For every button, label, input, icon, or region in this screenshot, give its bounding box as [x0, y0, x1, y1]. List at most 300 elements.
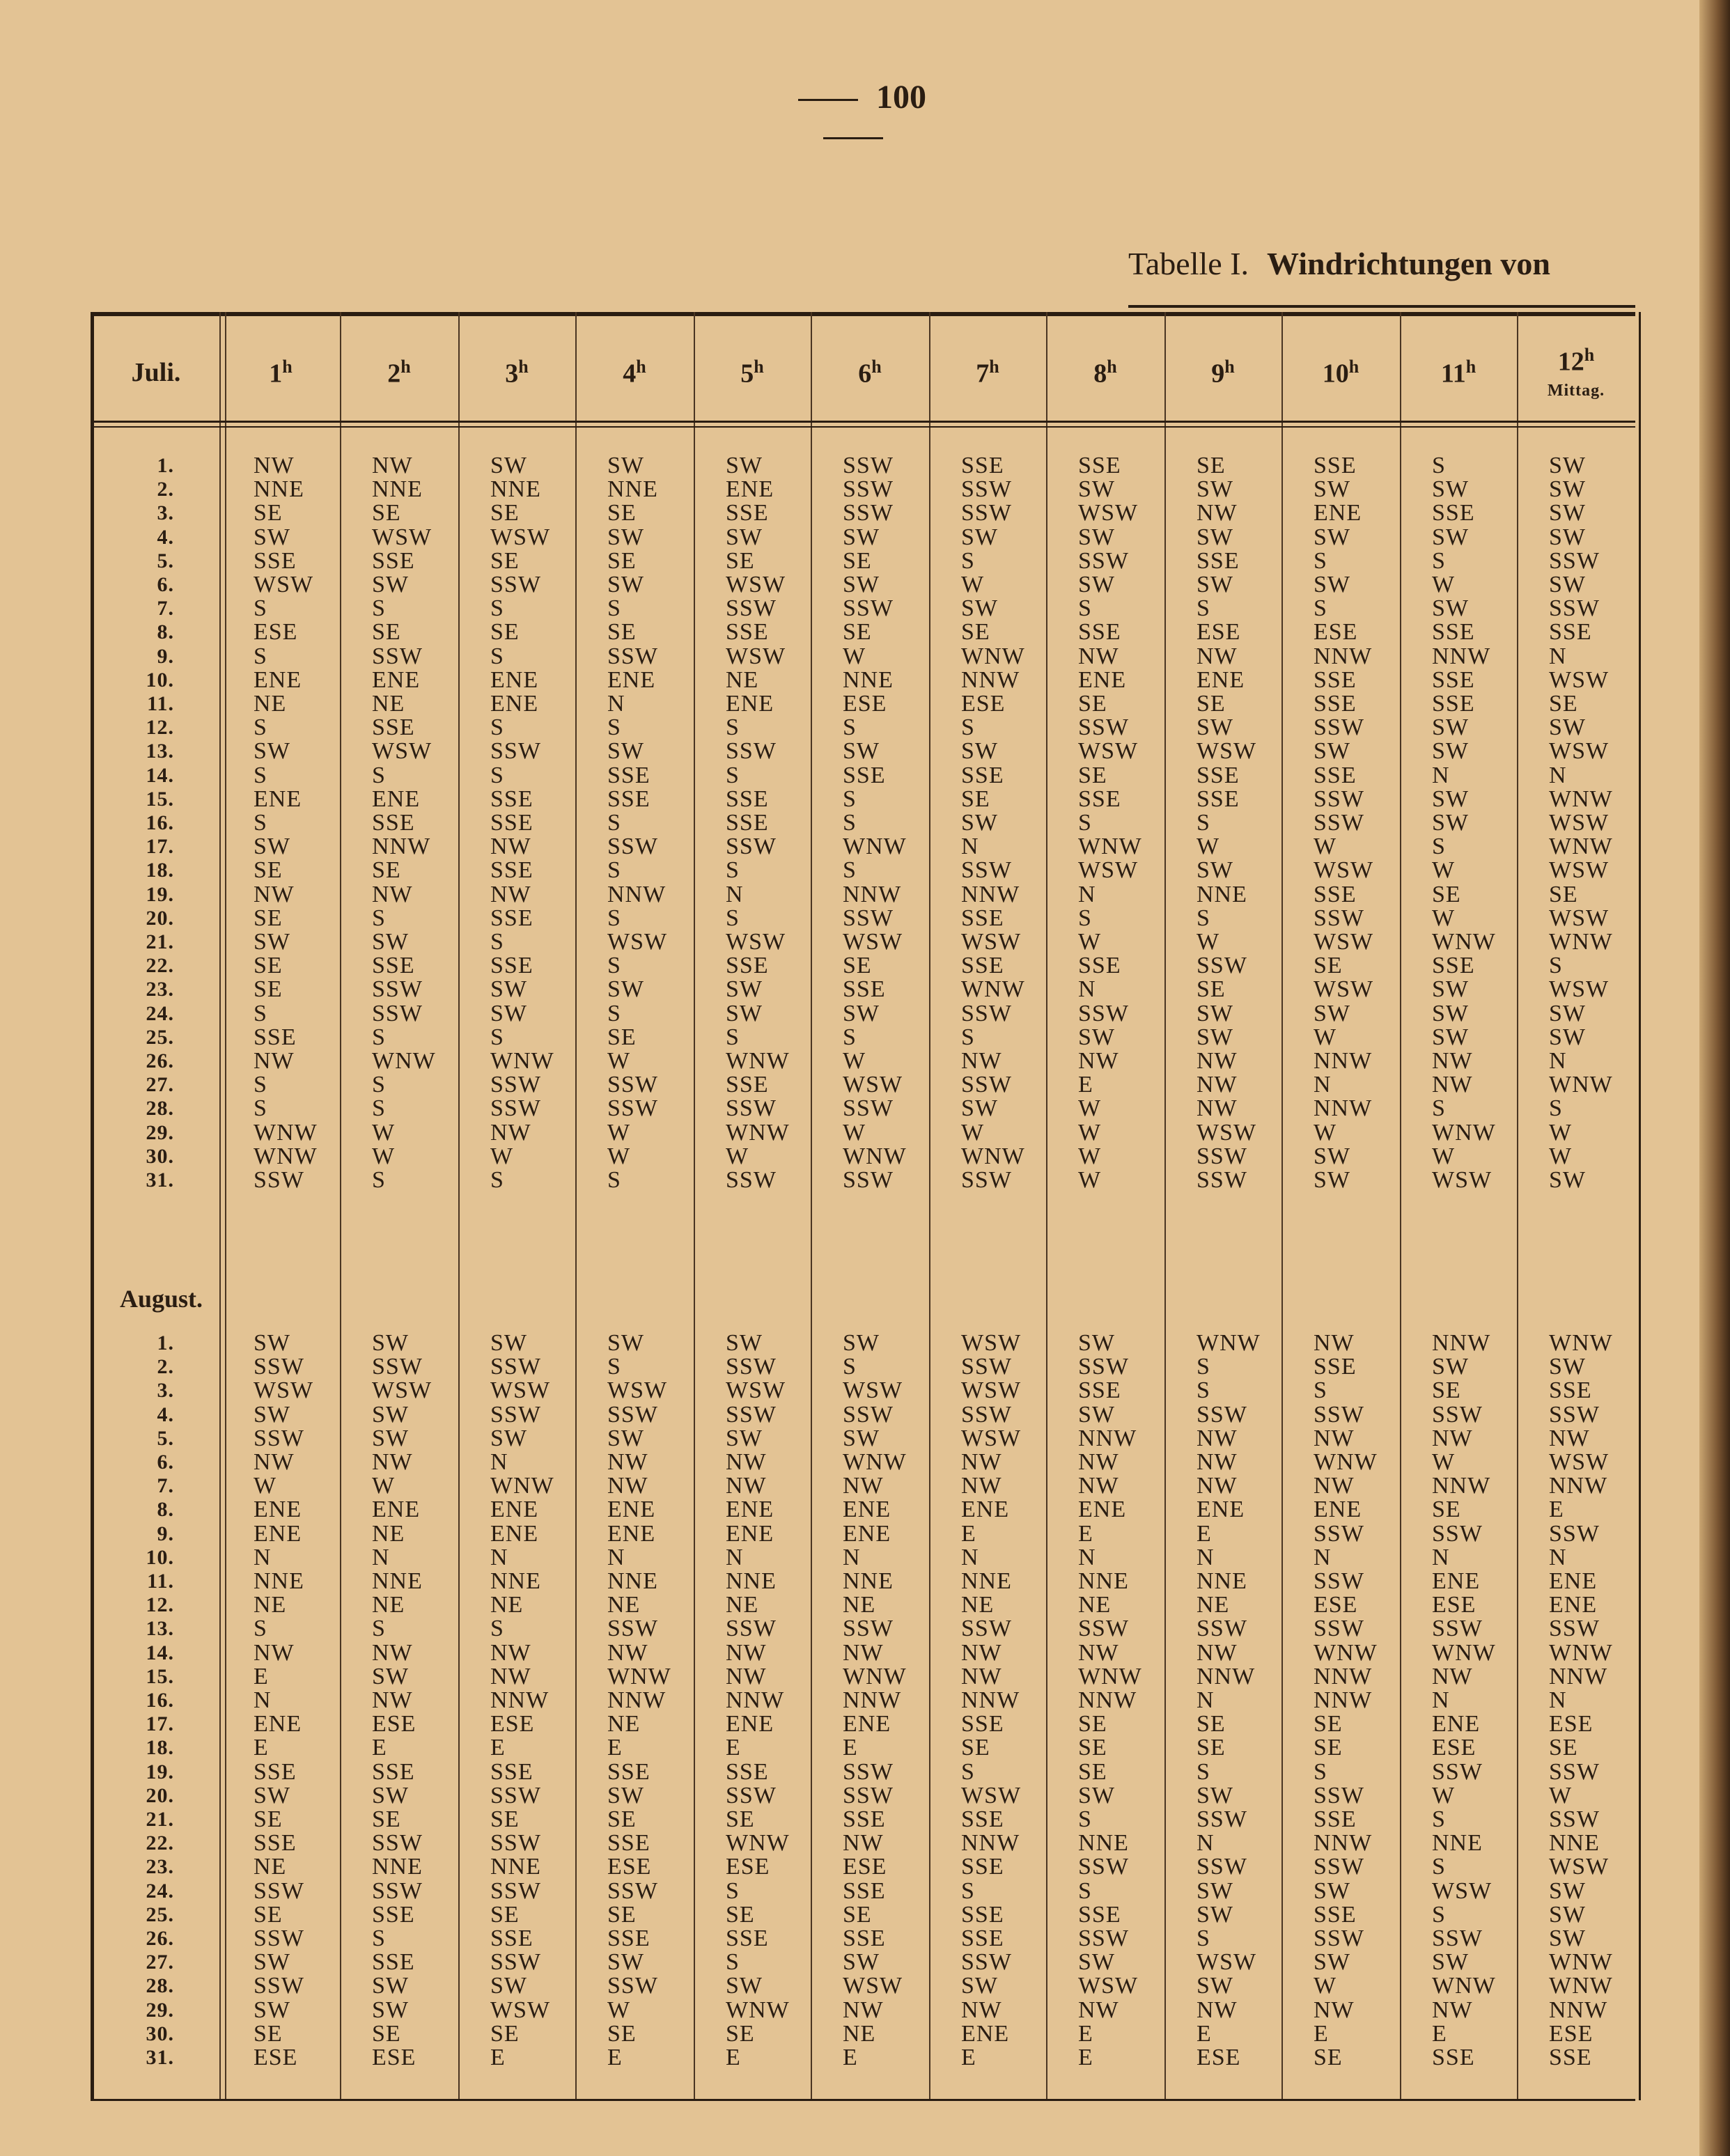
wind-direction-cell: SW — [1197, 476, 1233, 502]
wind-direction-cell: SSW — [726, 1167, 777, 1193]
wind-direction-cell: NW — [1314, 1473, 1355, 1499]
header-hour-3 — [458, 327, 575, 418]
wind-direction-cell: SW — [254, 1949, 290, 1975]
wind-direction-cell: SSW — [961, 1354, 1012, 1380]
wind-direction-cell: NNW — [1432, 1473, 1491, 1499]
wind-direction-cell: SSE — [961, 763, 1004, 788]
wind-direction-cell: S — [372, 905, 386, 931]
wind-direction-cell: SSW — [843, 1759, 894, 1785]
wind-direction-cell: SW — [1078, 1402, 1115, 1428]
wind-direction-cell: SE — [1197, 1735, 1226, 1760]
wind-direction-cell: ENE — [1078, 667, 1127, 693]
wind-direction-cell: SE — [490, 619, 520, 645]
wind-direction-cell: SSE — [1432, 953, 1475, 978]
wind-direction-cell: SSE — [1197, 763, 1240, 788]
wind-direction-cell: NW — [1197, 1095, 1238, 1121]
wind-direction-cell: NNE — [607, 1568, 658, 1594]
wind-direction-cell: SSE — [961, 953, 1004, 978]
header-hour-label: 5$^h$ — [740, 356, 764, 389]
wind-direction-cell: WSW — [961, 1783, 1022, 1809]
wind-direction-cell: SSW — [726, 595, 777, 621]
wind-direction-cell: SSW — [1314, 1783, 1364, 1809]
wind-direction-cell: SE — [607, 548, 637, 574]
wind-direction-cell: WSW — [1549, 1449, 1610, 1475]
wind-direction-cell: NE — [1078, 1592, 1112, 1618]
wind-direction-cell: NW — [1432, 1425, 1473, 1451]
header-hour-label: 4$^h$ — [623, 356, 646, 389]
wind-direction-cell: SE — [961, 786, 990, 812]
wind-direction-cell: NNW — [490, 1687, 550, 1713]
day-number: 31. — [146, 2046, 174, 2069]
wind-direction-cell: NNE — [961, 1568, 1012, 1594]
wind-direction-cell: W — [490, 1143, 514, 1169]
wind-direction-cell: W — [726, 1143, 749, 1169]
wind-direction-cell: ENE — [490, 1521, 539, 1547]
wind-direction-cell: SSE — [372, 1759, 415, 1785]
wind-direction-cell: WSW — [490, 1377, 551, 1403]
wind-direction-cell: E — [726, 2045, 741, 2070]
wind-direction-cell: ENE — [726, 1711, 774, 1737]
header-noon-note: Mittag. — [1547, 381, 1605, 400]
wind-direction-cell: SSE — [1432, 691, 1475, 717]
wind-direction-cell: S — [607, 714, 621, 740]
wind-direction-cell: S — [843, 810, 857, 836]
wind-direction-cell: SSW — [726, 738, 777, 764]
day-number: 29. — [146, 1121, 174, 1144]
table-caption-title: Windrichtungen von — [1267, 246, 1550, 281]
wind-direction-cell: SW — [843, 1425, 880, 1451]
wind-direction-cell: NW — [843, 1997, 884, 2023]
wind-direction-cell: SE — [1314, 2045, 1343, 2070]
wind-direction-cell: S — [490, 1024, 504, 1050]
day-number: 2. — [157, 1355, 174, 1378]
wind-direction-cell: S — [254, 810, 267, 836]
wind-direction-cell: S — [607, 1001, 621, 1026]
wind-direction-cell: W — [843, 1048, 866, 1074]
wind-direction-cell: WNW — [843, 1449, 907, 1475]
wind-direction-cell: E — [1432, 2021, 1447, 2047]
wind-direction-cell: SW — [490, 1001, 527, 1026]
wind-direction-cell: E — [961, 2045, 976, 2070]
wind-direction-cell: SSW — [490, 1783, 541, 1809]
wind-direction-cell: SSW — [372, 1354, 423, 1380]
wind-direction-cell: SW — [1314, 524, 1350, 550]
wind-direction-cell: E — [254, 1664, 269, 1689]
wind-direction-cell: NE — [726, 1592, 759, 1618]
wind-direction-cell: SE — [726, 2021, 755, 2047]
table-row — [0, 1451, 1730, 1474]
wind-direction-cell: S — [726, 1024, 740, 1050]
header-hour-suffix: h — [518, 356, 529, 377]
wind-direction-cell: WSW — [607, 929, 668, 955]
wind-direction-cell: NE — [607, 1592, 641, 1618]
table-row — [0, 1760, 1730, 1784]
wind-direction-cell: NNW — [843, 1687, 902, 1713]
wind-direction-cell: SSW — [1432, 1759, 1483, 1785]
wind-direction-cell: SE — [607, 619, 637, 645]
wind-direction-cell: WNW — [1432, 1120, 1496, 1146]
wind-direction-cell: SSW — [1078, 714, 1129, 740]
wind-direction-cell: SE — [490, 548, 520, 574]
wind-direction-cell: ENE — [490, 1497, 539, 1522]
wind-direction-cell: W — [1432, 1143, 1456, 1169]
wind-direction-cell: SSE — [490, 905, 533, 931]
table-row — [0, 1169, 1730, 1192]
wind-direction-cell: SSW — [726, 1783, 777, 1809]
wind-direction-cell: NW — [1197, 1997, 1238, 2023]
wind-direction-cell: N — [1197, 1545, 1215, 1570]
wind-direction-cell: SW — [726, 976, 763, 1002]
wind-direction-cell: SE — [1432, 1497, 1461, 1522]
wind-direction-cell: NW — [961, 1473, 1002, 1499]
wind-direction-cell: SE — [1078, 691, 1107, 717]
day-number: 14. — [146, 764, 174, 787]
wind-direction-cell: WSW — [490, 524, 551, 550]
wind-direction-cell: NW — [1432, 1072, 1473, 1097]
wind-direction-cell: E — [607, 1735, 623, 1760]
wind-direction-cell: SSW — [607, 1402, 658, 1428]
wind-direction-cell: SSE — [1432, 2045, 1475, 2070]
wind-direction-cell: SSE — [1314, 1806, 1357, 1832]
wind-direction-cell: WSW — [726, 1377, 786, 1403]
wind-direction-cell: N — [1549, 1687, 1567, 1713]
wind-direction-cell: SSW — [490, 1830, 541, 1856]
wind-direction-cell: NW — [1197, 1449, 1238, 1475]
table-row — [0, 1331, 1730, 1355]
wind-direction-cell: SSW — [1314, 1521, 1364, 1547]
wind-direction-cell: SSW — [490, 1402, 541, 1428]
wind-direction-cell: SW — [1078, 572, 1115, 597]
wind-direction-cell: SW — [607, 453, 644, 478]
wind-direction-cell: SSE — [843, 1878, 886, 1904]
wind-direction-cell: SSW — [961, 1616, 1012, 1641]
wind-direction-cell: S — [372, 595, 386, 621]
day-number: 13. — [146, 1617, 174, 1640]
day-number: 5. — [157, 1427, 174, 1450]
wind-direction-cell: ENE — [254, 786, 302, 812]
wind-direction-cell: ENE — [254, 1497, 302, 1522]
wind-direction-cell: SW — [1197, 1001, 1233, 1026]
wind-direction-cell: SSW — [607, 1072, 658, 1097]
wind-direction-cell: S — [254, 595, 267, 621]
wind-direction-cell: S — [254, 714, 267, 740]
wind-direction-cell: SW — [1314, 1167, 1350, 1193]
wind-direction-cell: W — [961, 572, 985, 597]
wind-direction-cell: NW — [1197, 1473, 1238, 1499]
wind-direction-cell: NNE — [843, 1568, 894, 1594]
wind-direction-cell: WNW — [1549, 1330, 1613, 1356]
wind-direction-cell: SW — [254, 929, 290, 955]
wind-direction-cell: WSW — [1549, 667, 1610, 693]
wind-direction-cell: WNW — [961, 976, 1025, 1002]
wind-direction-cell: SSW — [843, 595, 894, 621]
wind-direction-cell: SW — [372, 929, 409, 955]
wind-direction-cell: S — [726, 1949, 740, 1975]
wind-direction-cell: SW — [1432, 595, 1469, 621]
header-hour-label: 7$^h$ — [976, 356, 999, 389]
wind-direction-cell: NW — [843, 1473, 884, 1499]
wind-direction-cell: S — [726, 857, 740, 883]
header-hour-suffix: h — [1224, 356, 1235, 377]
header-month-label: Juli. — [131, 358, 181, 387]
wind-direction-cell: SW — [254, 524, 290, 550]
table-row — [0, 954, 1730, 978]
day-number: 29. — [146, 1999, 174, 2022]
wind-direction-cell: SSE — [961, 1925, 1004, 1951]
table-row — [0, 1712, 1730, 1736]
wind-direction-cell: NW — [961, 1449, 1002, 1475]
wind-direction-cell: N — [1549, 1048, 1567, 1074]
table-row — [0, 1808, 1730, 1831]
wind-direction-cell: N — [1432, 763, 1450, 788]
table-row — [0, 669, 1730, 692]
wind-direction-cell: E — [490, 2045, 506, 2070]
wind-direction-cell: SSW — [1078, 1925, 1129, 1951]
wind-direction-cell: NW — [1197, 1048, 1238, 1074]
day-number: 8. — [157, 620, 174, 643]
wind-direction-cell: N — [1078, 1545, 1096, 1570]
wind-direction-cell: SSW — [1549, 1759, 1600, 1785]
wind-direction-cell: SSW — [372, 1001, 423, 1026]
table-row — [0, 1689, 1730, 1712]
wind-direction-cell: SSW — [1078, 1001, 1129, 1026]
wind-direction-cell: NNW — [1549, 1473, 1608, 1499]
wind-direction-cell: WSW — [961, 1377, 1022, 1403]
wind-direction-cell: E — [1078, 1521, 1093, 1547]
wind-direction-cell: W — [1197, 834, 1220, 859]
wind-direction-cell: SW — [843, 524, 880, 550]
wind-direction-cell: SW — [961, 810, 998, 836]
wind-direction-cell: SSW — [254, 1167, 304, 1193]
wind-direction-cell: SSE — [1432, 667, 1475, 693]
wind-direction-cell: S — [490, 1616, 504, 1641]
wind-direction-cell: SW — [1078, 1330, 1115, 1356]
wind-direction-cell: NW — [1432, 1048, 1473, 1074]
wind-direction-cell: ENE — [372, 667, 421, 693]
table-row — [0, 1617, 1730, 1641]
wind-direction-cell: N — [843, 1545, 861, 1570]
wind-direction-cell: S — [1549, 1095, 1563, 1121]
table-row — [0, 716, 1730, 740]
wind-direction-cell: SSW — [490, 1949, 541, 1975]
wind-direction-cell: NW — [254, 1640, 295, 1666]
wind-direction-cell: NNW — [1432, 643, 1491, 669]
wind-direction-cell: SW — [961, 524, 998, 550]
wind-direction-cell: S — [1432, 1095, 1446, 1121]
wind-direction-cell: NW — [726, 1473, 767, 1499]
day-number: 28. — [146, 1097, 174, 1120]
wind-direction-cell: WNW — [961, 1143, 1025, 1169]
wind-direction-cell: SSW — [1549, 1402, 1600, 1428]
wind-direction-cell: SW — [254, 834, 290, 859]
wind-direction-cell: SW — [490, 976, 527, 1002]
wind-direction-cell: SSW — [843, 1402, 894, 1428]
wind-direction-cell: SW — [490, 1330, 527, 1356]
wind-direction-cell: NW — [1078, 1997, 1119, 2023]
wind-direction-cell: SSE — [726, 1072, 769, 1097]
wind-direction-cell: SSW — [1314, 714, 1364, 740]
wind-direction-cell: WSW — [843, 1072, 903, 1097]
wind-direction-cell: SSE — [726, 810, 769, 836]
wind-direction-cell: SW — [372, 1783, 409, 1809]
wind-direction-cell: WNW — [1549, 1072, 1613, 1097]
wind-direction-cell: SW — [254, 1402, 290, 1428]
wind-direction-cell: W — [1314, 1024, 1337, 1050]
wind-direction-cell: SE — [254, 500, 283, 526]
wind-direction-cell: SSE — [372, 714, 415, 740]
wind-direction-cell: N — [607, 691, 625, 717]
wind-direction-cell: NW — [726, 1449, 767, 1475]
wind-direction-cell: ENE — [1078, 1497, 1127, 1522]
wind-direction-cell: WSW — [1314, 857, 1374, 883]
wind-direction-cell: SE — [254, 1902, 283, 1928]
wind-direction-cell: SW — [1197, 857, 1233, 883]
day-number: 1. — [157, 1331, 174, 1354]
day-number: 12. — [146, 1593, 174, 1616]
wind-direction-cell: ESE — [607, 1854, 652, 1880]
wind-direction-cell: SE — [490, 1806, 520, 1832]
table-row — [0, 788, 1730, 811]
wind-direction-cell: NNE — [1197, 1568, 1247, 1594]
wind-direction-cell: S — [254, 1095, 267, 1121]
wind-direction-cell: W — [1314, 834, 1337, 859]
wind-direction-cell: W — [1549, 1783, 1573, 1809]
page-number-dash-right — [823, 137, 883, 139]
wind-direction-cell: WNW — [1314, 1449, 1378, 1475]
wind-direction-cell: SW — [1549, 1902, 1586, 1928]
wind-direction-cell: SSW — [1078, 1354, 1129, 1380]
wind-direction-cell: WSW — [1549, 857, 1610, 883]
wind-direction-cell: SW — [1078, 1783, 1115, 1809]
wind-direction-cell: SSE — [254, 1024, 297, 1050]
wind-direction-cell: S — [1432, 548, 1446, 574]
wind-direction-cell: SW — [843, 1001, 880, 1026]
wind-direction-cell: N — [490, 1449, 508, 1475]
wind-direction-cell: NNE — [372, 476, 423, 502]
wind-direction-cell: SE — [372, 619, 401, 645]
wind-direction-cell: NE — [372, 1521, 405, 1547]
wind-direction-cell: ENE — [1314, 1497, 1362, 1522]
wind-direction-cell: SSW — [607, 1973, 658, 1999]
wind-direction-cell: WSW — [372, 1377, 432, 1403]
wind-direction-cell: NE — [843, 2021, 876, 2047]
wind-direction-cell: W — [1549, 1120, 1573, 1146]
wind-direction-cell: WSW — [254, 1377, 314, 1403]
wind-direction-cell: SE — [843, 1902, 872, 1928]
wind-direction-cell: SW — [1314, 476, 1350, 502]
wind-direction-cell: WSW — [961, 1330, 1022, 1356]
wind-direction-cell: N — [254, 1687, 272, 1713]
table-row — [0, 1951, 1730, 1974]
wind-direction-cell: E — [726, 1735, 741, 1760]
wind-direction-cell: W — [1432, 1449, 1456, 1475]
wind-direction-cell: SSE — [490, 1925, 533, 1951]
day-number: 28. — [146, 1974, 174, 1997]
wind-direction-cell: NW — [490, 1664, 531, 1689]
wind-direction-cell: NNE — [254, 1568, 304, 1594]
wind-direction-cell: NW — [1432, 1664, 1473, 1689]
wind-direction-cell: S — [372, 1167, 386, 1193]
wind-direction-cell: WSW — [607, 1377, 668, 1403]
wind-direction-cell: ESE — [726, 1854, 770, 1880]
day-number: 20. — [146, 907, 174, 930]
wind-direction-cell: WNW — [1314, 1640, 1378, 1666]
wind-direction-cell: N — [1549, 763, 1567, 788]
table-row — [0, 978, 1730, 1001]
day-number: 27. — [146, 1951, 174, 1974]
wind-direction-cell: S — [1197, 1759, 1210, 1785]
wind-direction-cell: SSW — [1078, 1854, 1129, 1880]
wind-direction-cell: NNW — [1549, 1664, 1608, 1689]
wind-direction-cell: N — [726, 1545, 744, 1570]
wind-direction-cell: NNW — [1432, 1330, 1491, 1356]
wind-direction-cell: SW — [1549, 1354, 1586, 1380]
wind-direction-cell: WNW — [372, 1048, 436, 1074]
wind-direction-cell: S — [372, 1095, 386, 1121]
wind-direction-cell: ESE — [1197, 2045, 1241, 2070]
wind-direction-cell: W — [607, 1997, 631, 2023]
table-row — [0, 1546, 1730, 1570]
header-hour-suffix: h — [636, 356, 646, 377]
wind-direction-cell: NW — [1078, 1640, 1119, 1666]
wind-direction-cell: ENE — [607, 667, 656, 693]
wind-direction-cell: SE — [1197, 453, 1226, 478]
day-number: 4. — [157, 526, 174, 549]
wind-direction-cell: SW — [1549, 1024, 1586, 1050]
wind-direction-cell: S — [843, 1354, 857, 1380]
wind-direction-cell: SE — [254, 1806, 283, 1832]
wind-direction-cell: ESE — [843, 1854, 887, 1880]
wind-direction-cell: S — [1078, 1878, 1092, 1904]
table-row — [0, 930, 1730, 954]
wind-direction-cell: NNE — [1549, 1830, 1600, 1856]
wind-direction-cell: S — [254, 1072, 267, 1097]
wind-direction-cell: NE — [1197, 1592, 1230, 1618]
wind-direction-cell: SSW — [1549, 548, 1600, 574]
wind-direction-cell: WNW — [961, 643, 1025, 669]
wind-direction-cell: WNW — [254, 1120, 318, 1146]
wind-direction-cell: SSW — [1078, 1616, 1129, 1641]
wind-direction-cell: SW — [1314, 1001, 1350, 1026]
day-number: 19. — [146, 1760, 174, 1783]
wind-direction-cell: WSW — [843, 1377, 903, 1403]
wind-direction-cell: SE — [1197, 1711, 1226, 1737]
wind-direction-cell: SSW — [726, 1402, 777, 1428]
day-number: 24. — [146, 1002, 174, 1025]
wind-direction-cell: WSW — [1078, 738, 1139, 764]
wind-direction-cell: ESE — [372, 1711, 416, 1737]
wind-direction-cell: S — [1314, 548, 1327, 574]
wind-direction-cell: SW — [1314, 1878, 1350, 1904]
wind-direction-cell: SSE — [1314, 691, 1357, 717]
wind-direction-cell: SSW — [1314, 1616, 1364, 1641]
wind-direction-cell: NNW — [1197, 1664, 1256, 1689]
wind-direction-cell: SW — [1078, 1949, 1115, 1975]
wind-direction-cell: S — [726, 1878, 740, 1904]
wind-direction-cell: N — [961, 1545, 979, 1570]
wind-direction-cell: E — [843, 2045, 858, 2070]
wind-direction-cell: WSW — [254, 572, 314, 597]
day-number: 15. — [146, 1665, 174, 1688]
table-row — [0, 478, 1730, 501]
day-number: 10. — [146, 1546, 174, 1569]
day-number: 4. — [157, 1403, 174, 1426]
wind-direction-cell: SSE — [372, 548, 415, 574]
wind-direction-cell: WNW — [1432, 1640, 1496, 1666]
wind-direction-cell: E — [1078, 2021, 1093, 2047]
wind-direction-cell: SSE — [1314, 1354, 1357, 1380]
wind-direction-cell: SSW — [490, 1354, 541, 1380]
